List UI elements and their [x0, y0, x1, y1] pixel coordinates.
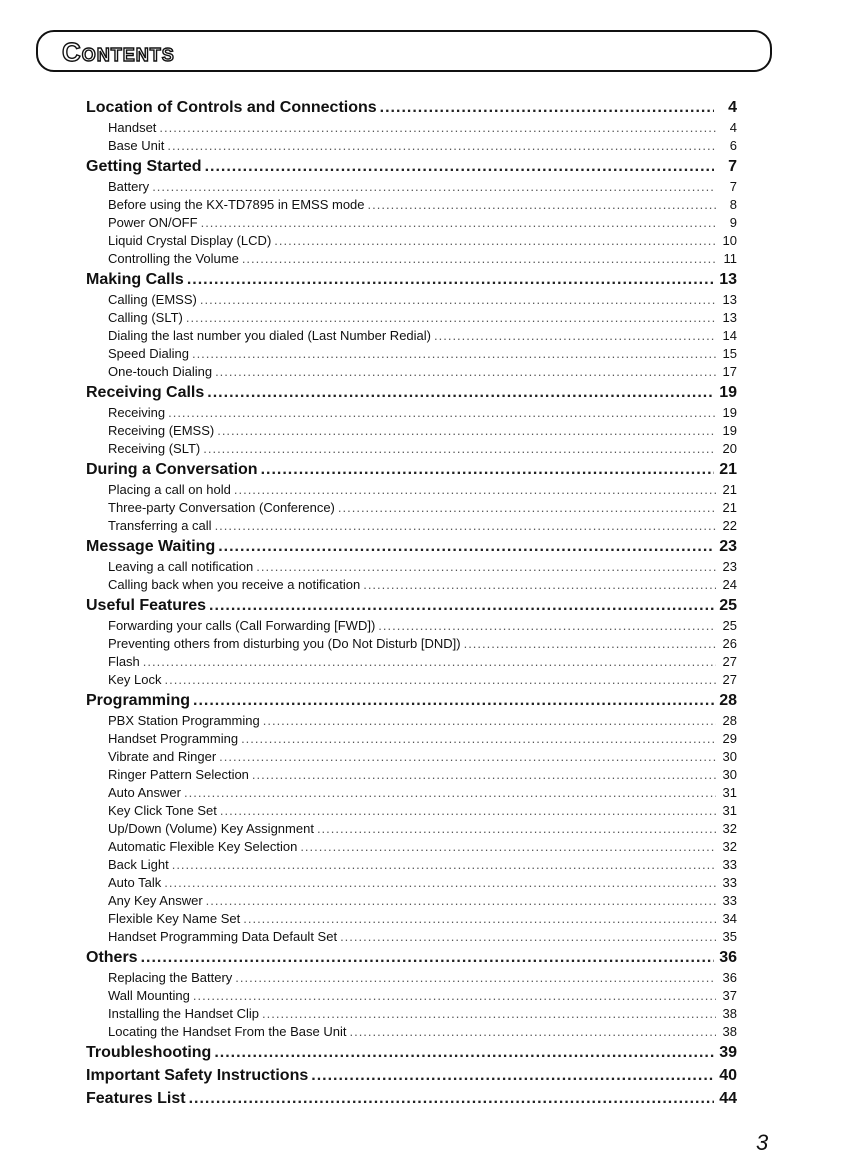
contents-title-box: [36, 30, 772, 72]
toc-entry-page: 31: [722, 785, 737, 800]
toc-entry-page: 11: [723, 251, 737, 266]
toc-entry-page: 32: [722, 839, 737, 854]
toc-section-page: 13: [719, 271, 737, 288]
toc-entry-page: 25: [722, 618, 737, 633]
toc-section-page: 21: [719, 461, 737, 478]
toc-entry-page: 10: [722, 233, 737, 248]
toc-entry-page: 26: [722, 636, 737, 651]
toc-section-title: Location of Controls and Connections: [86, 99, 377, 116]
dot-leader: [340, 928, 716, 946]
toc-entry-page: 20: [722, 441, 737, 456]
toc-section: [86, 1087, 737, 1110]
toc-entry-page: 31: [722, 803, 737, 818]
dot-leader: [300, 838, 716, 856]
toc-section-page: 40: [719, 1067, 737, 1084]
toc-section-title: Getting Started: [86, 158, 202, 175]
toc-section-heading[interactable]: [86, 1087, 737, 1110]
toc-section-page: 4: [728, 99, 737, 116]
toc-entry-label: Handset Programming Data Default Set: [108, 929, 338, 944]
toc-entry[interactable]: [86, 137, 737, 155]
dot-leader: [349, 1023, 716, 1041]
toc-section-title: Receiving Calls: [86, 384, 205, 401]
toc-entry-label: Calling (SLT): [108, 310, 183, 325]
toc-entry-label: Locating the Handset From the Base Unit: [108, 1024, 347, 1039]
toc-entry[interactable]: [86, 422, 737, 440]
dot-leader: [141, 946, 714, 969]
toc-entry-label: Up/Down (Volume) Key Assignment: [108, 821, 314, 836]
dot-leader: [201, 214, 716, 232]
toc-entry-page: 33: [722, 875, 737, 890]
toc-section: [86, 946, 737, 1041]
toc-entry-label: Any Key Answer: [108, 893, 203, 908]
toc-entry-label: Dialing the last number you dialed (Last Number Redial): [108, 328, 431, 343]
toc-entry-page: 30: [722, 767, 737, 782]
toc-entry-label: Key Click Tone Set: [108, 803, 217, 818]
toc-entry-page: 32: [722, 821, 737, 836]
dot-leader: [187, 268, 714, 291]
toc-section-heading[interactable]: [86, 96, 737, 119]
toc-section: [86, 155, 737, 268]
dot-leader: [311, 1064, 714, 1087]
toc-entry[interactable]: [86, 196, 737, 214]
toc-entry-page: 22: [722, 518, 737, 533]
toc-entry-page: 33: [722, 893, 737, 908]
dot-leader: [184, 784, 716, 802]
table-of-contents: [86, 96, 737, 1110]
toc-entry-page: 36: [722, 970, 737, 985]
toc-section: [86, 1064, 737, 1087]
toc-entry-page: 21: [722, 500, 737, 515]
toc-entry-page: 33: [722, 857, 737, 872]
toc-section-title: Useful Features: [86, 597, 207, 614]
dot-leader: [262, 1005, 716, 1023]
toc-entry[interactable]: [86, 363, 737, 381]
toc-section: [86, 458, 737, 535]
toc-entry-label: One-touch Dialing: [108, 364, 213, 379]
toc-entry-label: Automatic Flexible Key Selection: [108, 839, 298, 854]
dot-leader: [193, 689, 714, 712]
dot-leader: [167, 137, 716, 155]
dot-leader: [209, 594, 714, 617]
toc-section-page: 7: [728, 158, 737, 175]
toc-entry[interactable]: [86, 481, 737, 499]
toc-entry[interactable]: [86, 910, 737, 928]
toc-section-heading[interactable]: [86, 268, 737, 291]
toc-entry-label: Controlling the Volume: [108, 251, 239, 266]
dot-leader: [203, 440, 716, 458]
toc-entry-page: 15: [722, 346, 737, 361]
dot-leader: [172, 856, 716, 874]
toc-entry-page: 19: [722, 405, 737, 420]
toc-section: [86, 535, 737, 594]
toc-entry-label: Base Unit: [108, 138, 165, 153]
toc-entry-page: 24: [722, 577, 737, 592]
toc-entry[interactable]: [86, 214, 737, 232]
toc-entry-label: Replacing the Battery: [108, 970, 233, 985]
toc-entry[interactable]: [86, 1023, 737, 1041]
dot-leader: [380, 96, 714, 119]
toc-entry[interactable]: [86, 671, 737, 689]
toc-entry-label: Liquid Crystal Display (LCD): [108, 233, 272, 248]
toc-entry[interactable]: [86, 250, 737, 268]
toc-entry[interactable]: [86, 838, 737, 856]
dot-leader: [186, 309, 716, 327]
toc-entry-label: Flash: [108, 654, 140, 669]
toc-entry-label: Auto Answer: [108, 785, 181, 800]
toc-entry-label: Ringer Pattern Selection: [108, 767, 249, 782]
toc-entry-page: 35: [722, 929, 737, 944]
dot-leader: [464, 635, 716, 653]
toc-entry-label: Installing the Handset Clip: [108, 1006, 260, 1021]
page-number: 3: [756, 1130, 769, 1155]
toc-entry[interactable]: [86, 766, 737, 784]
dot-leader: [261, 458, 714, 481]
toc-section: [86, 1041, 737, 1064]
toc-section-title: Troubleshooting: [86, 1044, 212, 1061]
toc-entry-page: 9: [729, 215, 737, 230]
toc-section-title: Features List: [86, 1090, 186, 1107]
toc-entry[interactable]: [86, 748, 737, 766]
toc-entry[interactable]: [86, 617, 737, 635]
toc-entry[interactable]: [86, 309, 737, 327]
dot-leader: [234, 481, 716, 499]
dot-leader: [193, 987, 716, 1005]
dot-leader: [164, 874, 716, 892]
toc-entry-page: 14: [722, 328, 737, 343]
dot-leader: [192, 345, 716, 363]
dot-leader: [220, 802, 716, 820]
toc-entry-label: Leaving a call notification: [108, 559, 254, 574]
toc-entry-label: Handset: [108, 120, 157, 135]
toc-section-heading[interactable]: [86, 458, 737, 481]
toc-entry-label: Receiving (EMSS): [108, 423, 215, 438]
toc-entry[interactable]: [86, 1005, 737, 1023]
dot-leader: [217, 422, 716, 440]
toc-entry-label: Speed Dialing: [108, 346, 189, 361]
dot-leader: [143, 653, 716, 671]
toc-entry-label: PBX Station Programming: [108, 713, 260, 728]
dot-leader: [241, 730, 716, 748]
toc-section-heading[interactable]: [86, 155, 737, 178]
toc-section: [86, 689, 737, 946]
dot-leader: [378, 617, 716, 635]
toc-entry-label: Handset Programming: [108, 731, 239, 746]
toc-entry-page: 28: [722, 713, 737, 728]
dot-leader: [338, 499, 716, 517]
dot-leader: [263, 712, 716, 730]
dot-leader: [434, 327, 716, 345]
dot-leader: [215, 363, 716, 381]
toc-entry-label: Before using the KX-TD7895 in EMSS mode: [108, 197, 365, 212]
toc-section-page: 36: [719, 949, 737, 966]
toc-entry[interactable]: [86, 802, 737, 820]
toc-entry-page: 4: [729, 120, 737, 135]
toc-entry-page: 38: [722, 1024, 737, 1039]
toc-section: [86, 96, 737, 155]
toc-section-heading[interactable]: [86, 689, 737, 712]
toc-section-page: 39: [719, 1044, 737, 1061]
toc-section-title: Others: [86, 949, 138, 966]
dot-leader: [368, 196, 716, 214]
contents-title: Contents: [62, 37, 175, 67]
toc-section-title: Important Safety Instructions: [86, 1067, 309, 1084]
toc-entry-label: Flexible Key Name Set: [108, 911, 241, 926]
dot-leader: [242, 250, 716, 268]
toc-entry-page: 30: [722, 749, 737, 764]
dot-leader: [219, 748, 716, 766]
toc-entry-label: Battery: [108, 179, 150, 194]
toc-entry-label: Calling (EMSS): [108, 292, 197, 307]
toc-entry-label: Wall Mounting: [108, 988, 190, 1003]
toc-entry-page: 38: [722, 1006, 737, 1021]
toc-section-heading[interactable]: [86, 1041, 737, 1064]
toc-entry-label: Receiving: [108, 405, 166, 420]
toc-entry[interactable]: [86, 517, 737, 535]
toc-entry[interactable]: [86, 558, 737, 576]
toc-entry[interactable]: [86, 969, 737, 987]
dot-leader: [317, 820, 716, 838]
toc-section-page: 19: [719, 384, 737, 401]
dot-leader: [207, 381, 714, 404]
toc-section-heading[interactable]: [86, 1064, 737, 1087]
toc-entry[interactable]: [86, 345, 737, 363]
toc-entry[interactable]: [86, 987, 737, 1005]
toc-section-page: 44: [719, 1090, 737, 1107]
toc-section-page: 23: [719, 538, 737, 555]
toc-entry-page: 34: [722, 911, 737, 926]
toc-section-heading[interactable]: [86, 535, 737, 558]
toc-entry-label: Power ON/OFF: [108, 215, 198, 230]
toc-entry[interactable]: [86, 327, 737, 345]
toc-entry[interactable]: [86, 440, 737, 458]
dot-leader: [200, 291, 716, 309]
dot-leader: [235, 969, 716, 987]
dot-leader: [159, 119, 716, 137]
dot-leader: [252, 766, 716, 784]
toc-section-heading[interactable]: [86, 946, 737, 969]
toc-entry[interactable]: [86, 874, 737, 892]
toc-section-page: 28: [719, 692, 737, 709]
dot-leader: [164, 671, 716, 689]
dot-leader: [274, 232, 716, 250]
toc-entry-label: Back Light: [108, 857, 169, 872]
toc-entry[interactable]: [86, 653, 737, 671]
toc-section-title: Making Calls: [86, 271, 184, 288]
toc-entry-label: Vibrate and Ringer: [108, 749, 217, 764]
toc-section-title: During a Conversation: [86, 461, 258, 478]
dot-leader: [152, 178, 716, 196]
toc-entry[interactable]: [86, 784, 737, 802]
toc-entry[interactable]: [86, 820, 737, 838]
toc-entry[interactable]: [86, 730, 737, 748]
toc-section-heading[interactable]: [86, 594, 737, 617]
dot-leader: [218, 535, 714, 558]
toc-entry-page: 6: [729, 138, 737, 153]
toc-entry-page: 8: [729, 197, 737, 212]
toc-entry-page: 7: [729, 179, 737, 194]
toc-entry-label: Auto Talk: [108, 875, 162, 890]
dot-leader: [189, 1087, 714, 1110]
toc-entry[interactable]: [86, 499, 737, 517]
toc-entry[interactable]: [86, 178, 737, 196]
toc-section: [86, 381, 737, 458]
toc-section-page: 25: [719, 597, 737, 614]
toc-entry-page: 37: [722, 988, 737, 1003]
toc-entry-page: 19: [722, 423, 737, 438]
toc-entry-page: 13: [722, 292, 737, 307]
dot-leader: [205, 155, 714, 178]
dot-leader: [363, 576, 716, 594]
toc-entry-page: 21: [722, 482, 737, 497]
toc-entry-page: 17: [722, 364, 737, 379]
toc-entry[interactable]: [86, 232, 737, 250]
toc-section-heading[interactable]: [86, 381, 737, 404]
toc-entry-label: Placing a call on hold: [108, 482, 231, 497]
dot-leader: [206, 892, 716, 910]
toc-section: [86, 268, 737, 381]
toc-entry-label: Key Lock: [108, 672, 162, 687]
toc-section: [86, 594, 737, 689]
toc-entry-label: Receiving (SLT): [108, 441, 201, 456]
toc-entry-page: 27: [722, 654, 737, 669]
toc-entry[interactable]: [86, 119, 737, 137]
toc-entry-label: Calling back when you receive a notification: [108, 577, 361, 592]
dot-leader: [168, 404, 716, 422]
toc-entry[interactable]: [86, 892, 737, 910]
toc-entry[interactable]: [86, 712, 737, 730]
dot-leader: [215, 517, 716, 535]
dot-leader: [214, 1041, 714, 1064]
dot-leader: [243, 910, 716, 928]
toc-entry[interactable]: [86, 404, 737, 422]
toc-entry-page: 13: [722, 310, 737, 325]
dot-leader: [256, 558, 716, 576]
toc-entry-page: 23: [722, 559, 737, 574]
toc-entry-page: 27: [722, 672, 737, 687]
toc-entry[interactable]: [86, 576, 737, 594]
toc-section-title: Message Waiting: [86, 538, 216, 555]
toc-entry-page: 29: [722, 731, 737, 746]
toc-section-title: Programming: [86, 692, 191, 709]
toc-entry-label: Three-party Conversation (Conference): [108, 500, 335, 515]
toc-entry[interactable]: [86, 291, 737, 309]
toc-entry[interactable]: [86, 635, 737, 653]
toc-entry-label: Forwarding your calls (Call Forwarding [FWD]): [108, 618, 376, 633]
toc-entry[interactable]: [86, 856, 737, 874]
toc-entry[interactable]: [86, 928, 737, 946]
toc-entry-label: Preventing others from disturbing you (Do Not Disturb [DND]): [108, 636, 461, 651]
toc-entry-label: Transferring a call: [108, 518, 212, 533]
